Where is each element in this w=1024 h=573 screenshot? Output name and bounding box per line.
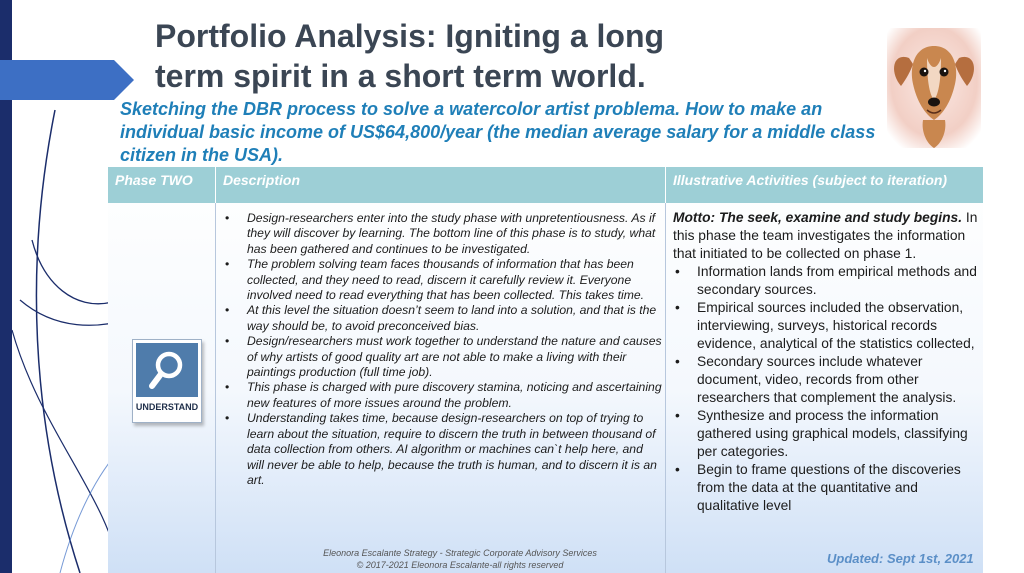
description-list bbox=[223, 211, 663, 488]
footer-copyright: © 2017-2021 Eleonora Escalante-all rights reserved bbox=[356, 559, 564, 570]
list-item: • At this level the situation doesn’t seem to land into a solution, and that is the way should be, to avoid preconceived bias. bbox=[247, 303, 663, 334]
updated-date: Updated: Sept 1st, 2021 bbox=[827, 551, 974, 566]
motto-text: In this phase the team investigates the information that initiated to be collected on phase 1. bbox=[673, 210, 978, 261]
footer-company: Eleonora Escalante Strategy - Strategic Corporate Advisory Services bbox=[323, 548, 597, 558]
motto-bold: Motto: The seek, examine and study begins. bbox=[673, 210, 963, 225]
list-item: • Synthesize and process the information gathered using graphical models, classifying per categories. bbox=[697, 407, 979, 461]
magnifier-icon bbox=[149, 350, 185, 390]
magnifier-tile bbox=[136, 343, 198, 397]
list-item: • The problem solving team faces thousands of information that has been collected, and they need to read, discern it carefully review it. Everyone involved need to read everything that has been collected. This takes time. bbox=[247, 257, 663, 303]
motto-paragraph bbox=[673, 209, 979, 263]
list-item: • Begin to frame questions of the discoveries from the data at the quantitative and qualitative level bbox=[697, 461, 979, 515]
list-item: • Empirical sources included the observation, interviewing, surveys, historical records evidence, analytical of the statistics collected, bbox=[697, 299, 979, 353]
phase-table bbox=[108, 167, 983, 573]
column-divider bbox=[665, 203, 666, 573]
dog-illustration bbox=[887, 28, 981, 148]
list-item: • Information lands from empirical methods and secondary sources. bbox=[697, 263, 979, 299]
title-line-2: term spirit in a short term world. bbox=[155, 58, 646, 94]
column-divider bbox=[215, 203, 216, 573]
list-item: • Secondary sources include whatever document, video, records from other researchers that complement the analysis. bbox=[697, 353, 979, 407]
list-item: • Design-researchers enter into the study phase with unpretentiousness. As if they will discover by learning. The bottom line of this phase is to study, what has been gathered and continues to be investigated. bbox=[247, 211, 663, 257]
understand-label: UNDERSTAND bbox=[135, 402, 199, 412]
activities-list bbox=[673, 263, 979, 515]
slide-subtitle: Sketching the DBR process to solve a watercolor artist problema. How to make an individual basic income of US$64,800/year (the median average salary for a middle class citizen in the USA). bbox=[120, 99, 876, 165]
table-header bbox=[108, 167, 983, 203]
activities-cell bbox=[673, 209, 979, 515]
header-phase: Phase TWO bbox=[115, 172, 193, 188]
arrow-shape bbox=[0, 60, 134, 100]
title-line-1: Portfolio Analysis: Igniting a long bbox=[155, 18, 665, 54]
list-item: • This phase is charged with pure discovery stamina, noticing and ascertaining new features of more issues around the problem. bbox=[247, 380, 663, 411]
footer bbox=[250, 548, 670, 571]
description-cell bbox=[223, 211, 663, 488]
slide-title bbox=[155, 16, 855, 96]
header-activities: Illustrative Activities (subject to iteration) bbox=[665, 167, 983, 203]
understand-icon bbox=[132, 339, 202, 423]
list-item: • Understanding takes time, because design-researchers on top of trying to learn about the situation, require to discern the truth in between thousand of data collection from others. AI algorithm or machines can`t help here, and will never be able to help, because the truth is human, and to discern it is an art. bbox=[247, 411, 663, 488]
list-item: • Design/researchers must work together to understand the nature and causes of why artists of good quality art are not able to make a living with their paintings production (full time job). bbox=[247, 334, 663, 380]
header-description: Description bbox=[215, 167, 665, 203]
